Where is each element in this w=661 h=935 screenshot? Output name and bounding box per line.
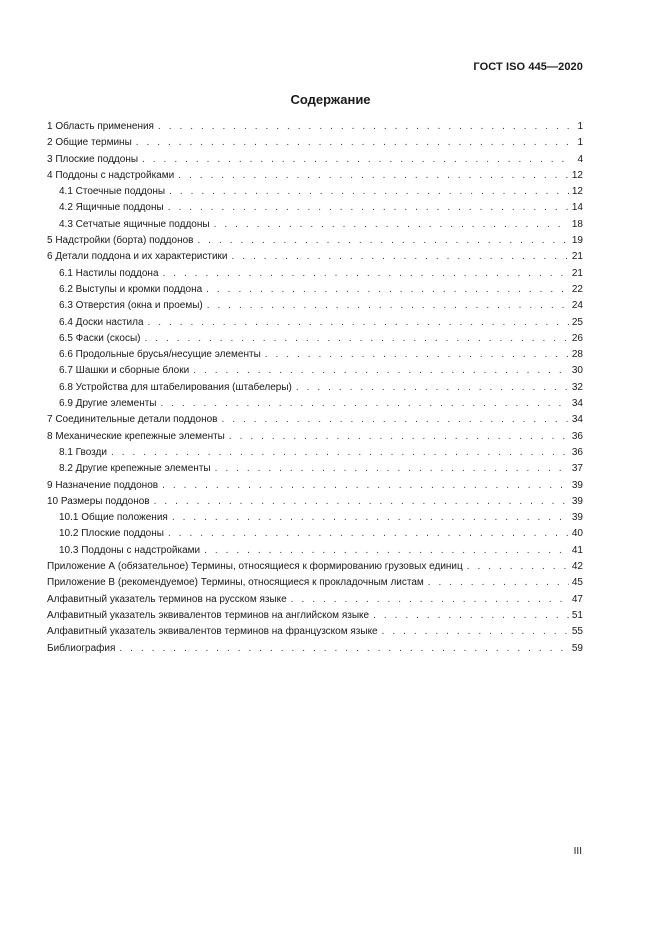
toc-entry-page: 55 — [571, 626, 583, 638]
toc-entry-page: 36 — [571, 430, 583, 442]
dot-leader — [142, 152, 570, 168]
toc-entry[interactable] — [47, 152, 583, 168]
toc-entry-title: 6.8 Устройства для штабелирования (штабелеры) — [59, 381, 292, 393]
toc-entry[interactable] — [47, 315, 583, 331]
toc-entry[interactable] — [47, 396, 583, 412]
dot-leader — [162, 478, 569, 494]
toc-entry[interactable] — [47, 380, 583, 396]
dot-leader — [193, 363, 569, 379]
toc-entry-title: Алфавитный указатель эквивалентов терминов на французском языке — [47, 626, 378, 638]
toc-entry[interactable] — [47, 429, 583, 445]
toc-entry[interactable] — [47, 298, 583, 314]
toc-entry-page: 39 — [571, 479, 583, 491]
toc-entry-title: 4 Поддоны с надстройками — [47, 169, 175, 181]
toc-entry[interactable] — [47, 233, 583, 249]
toc-entry[interactable] — [47, 249, 583, 265]
toc-entry[interactable] — [47, 331, 583, 347]
toc-entry-title: 6.2 Выступы и кромки поддона — [59, 283, 203, 295]
dot-leader — [291, 592, 569, 608]
toc-entry-page: 41 — [571, 544, 583, 556]
toc-entry-title: 8 Механические крепежные элементы — [47, 430, 225, 442]
toc-entry-page: 18 — [571, 218, 583, 230]
toc-entry[interactable] — [47, 168, 583, 184]
toc-entry-page: 14 — [571, 202, 583, 214]
toc-entry-page: 34 — [571, 414, 583, 426]
toc-entry[interactable] — [47, 266, 583, 282]
toc-entry[interactable] — [47, 119, 583, 135]
dot-leader — [158, 119, 570, 135]
toc-entry[interactable] — [47, 624, 583, 640]
dot-leader — [178, 168, 569, 184]
toc-entry-title: 6 Детали поддона и их характеристики — [47, 251, 228, 263]
toc-entry-page: 26 — [571, 332, 583, 344]
dot-leader — [154, 494, 569, 510]
toc-entry[interactable] — [47, 559, 583, 575]
toc-entry-page: 40 — [571, 528, 583, 540]
toc-entry[interactable] — [47, 608, 583, 624]
toc-entry-page: 39 — [571, 495, 583, 507]
dot-leader — [428, 575, 569, 591]
toc-entry-page: 45 — [571, 577, 583, 589]
toc-entry[interactable] — [47, 641, 583, 657]
page-title: Содержание — [290, 92, 371, 107]
toc-entry-page: 39 — [571, 512, 583, 524]
toc-entry[interactable] — [47, 461, 583, 477]
dot-leader — [229, 429, 569, 445]
toc-entry-page: 59 — [571, 642, 583, 654]
toc-entry-title: 10.2 Плоские поддоны — [59, 528, 164, 540]
toc-entry[interactable] — [47, 217, 583, 233]
toc-entry-title: 1 Область применения — [47, 121, 154, 132]
dot-leader — [172, 510, 569, 526]
toc-entry-title: 2 Общие термины — [47, 137, 132, 149]
toc-entry-title: 5 Надстройки (борта) поддонов — [47, 235, 194, 247]
toc-entry-title: Библиография — [47, 642, 116, 654]
dot-leader — [232, 249, 569, 265]
toc-entry-page: 1 — [577, 137, 583, 149]
toc-entry[interactable] — [47, 363, 583, 379]
toc-entry-title: 10.3 Поддоны с надстройками — [59, 544, 201, 556]
toc-entry[interactable] — [47, 510, 583, 526]
dot-leader — [206, 282, 569, 298]
dot-leader — [160, 396, 568, 412]
toc-entry-title: 10 Размеры поддонов — [47, 495, 150, 507]
toc-entry-title: Алфавитный указатель терминов на русском языке — [47, 593, 287, 605]
toc-entry-page: 4 — [577, 153, 583, 165]
toc-entry-page: 25 — [571, 316, 583, 328]
toc-entry-title: 9 Назначение поддонов — [47, 479, 159, 491]
toc-entry-page: 51 — [571, 609, 583, 621]
toc-entry-page: 19 — [571, 235, 583, 247]
toc-entry[interactable] — [47, 347, 583, 363]
toc-entry[interactable] — [47, 200, 583, 216]
toc-entry[interactable] — [47, 412, 583, 428]
dot-leader — [111, 445, 569, 461]
dot-leader — [373, 608, 569, 624]
toc-entry-page: 24 — [571, 300, 583, 312]
toc-entry[interactable] — [47, 526, 583, 542]
dot-leader — [215, 461, 569, 477]
toc-entry[interactable] — [47, 478, 583, 494]
toc-entry-page: 22 — [571, 283, 583, 295]
toc-entry-page: 12 — [571, 169, 583, 181]
toc-entry[interactable] — [47, 494, 583, 510]
dot-leader — [221, 412, 568, 428]
toc-entry-page: 1 — [577, 121, 583, 132]
toc-entry-title: Приложение В (рекомендуемое) Термины, относящиеся к прокладочным листам — [47, 577, 424, 589]
toc-entry[interactable] — [47, 592, 583, 608]
toc-entry-title: 10.1 Общие положения — [59, 512, 168, 524]
table-of-contents — [47, 119, 583, 657]
toc-entry-page: 32 — [571, 381, 583, 393]
page-number: III — [573, 846, 582, 857]
dot-leader — [119, 641, 568, 657]
toc-entry-title: 6.3 Отверстия (окна и проемы) — [59, 300, 203, 312]
toc-entry-title: 4.3 Сетчатые ящичные поддоны — [59, 218, 210, 230]
toc-entry-title: 6.5 Фаски (скосы) — [59, 332, 141, 344]
toc-entry-page: 21 — [571, 267, 583, 279]
toc-entry[interactable] — [47, 445, 583, 461]
toc-entry-title: 6.1 Настилы поддона — [59, 267, 159, 279]
toc-entry-title: Алфавитный указатель эквивалентов терминов на английском языке — [47, 609, 370, 621]
toc-entry-page: 37 — [571, 463, 583, 475]
toc-entry[interactable] — [47, 135, 583, 151]
toc-entry-page: 30 — [571, 365, 583, 377]
toc-entry-title: Приложение А (обязательное) Термины, относящиеся к формированию грузовых единиц — [47, 561, 463, 573]
dot-leader — [265, 347, 569, 363]
dot-leader — [197, 233, 568, 249]
toc-entry-page: 21 — [571, 251, 583, 263]
toc-entry-title: 4.1 Стоечные поддоны — [59, 186, 166, 198]
dot-leader — [144, 331, 568, 347]
toc-entry[interactable] — [47, 282, 583, 298]
toc-entry-title: 7 Соединительные детали поддонов — [47, 414, 218, 426]
toc-entry-page: 47 — [571, 593, 583, 605]
dot-leader — [207, 298, 569, 314]
toc-entry-page: 36 — [571, 446, 583, 458]
dot-leader — [168, 526, 569, 542]
dot-leader — [148, 315, 569, 331]
toc-entry-page: 28 — [571, 349, 583, 361]
toc-entry-title: 6.6 Продольные брусья/несущие элементы — [59, 349, 261, 361]
toc-entry-page: 34 — [571, 398, 583, 410]
dot-leader — [204, 543, 569, 559]
dot-leader — [168, 200, 569, 216]
toc-entry-title: 6.4 Доски настила — [59, 316, 144, 328]
dot-leader — [296, 380, 569, 396]
dot-leader — [214, 217, 569, 233]
toc-entry-title: 3 Плоские поддоны — [47, 153, 139, 165]
dot-leader — [467, 559, 569, 575]
dot-leader — [169, 184, 569, 200]
toc-entry-title: 6.7 Шашки и сборные блоки — [59, 365, 190, 377]
toc-entry-title: 6.9 Другие элементы — [59, 398, 157, 410]
standard-code: ГОСТ ISO 445—2020 — [473, 61, 583, 73]
toc-entry-title: 8.2 Другие крепежные элементы — [59, 463, 211, 475]
toc-entry-title: 4.2 Ящичные поддоны — [59, 202, 164, 214]
dot-leader — [163, 266, 569, 282]
toc-entry[interactable] — [47, 575, 583, 591]
toc-entry[interactable] — [47, 184, 583, 200]
toc-entry-page: 42 — [571, 561, 583, 573]
toc-entry[interactable] — [47, 543, 583, 559]
toc-entry-title: 8.1 Гвозди — [59, 446, 107, 458]
dot-leader — [382, 624, 569, 640]
dot-leader — [136, 135, 570, 151]
toc-entry-page: 12 — [571, 186, 583, 198]
